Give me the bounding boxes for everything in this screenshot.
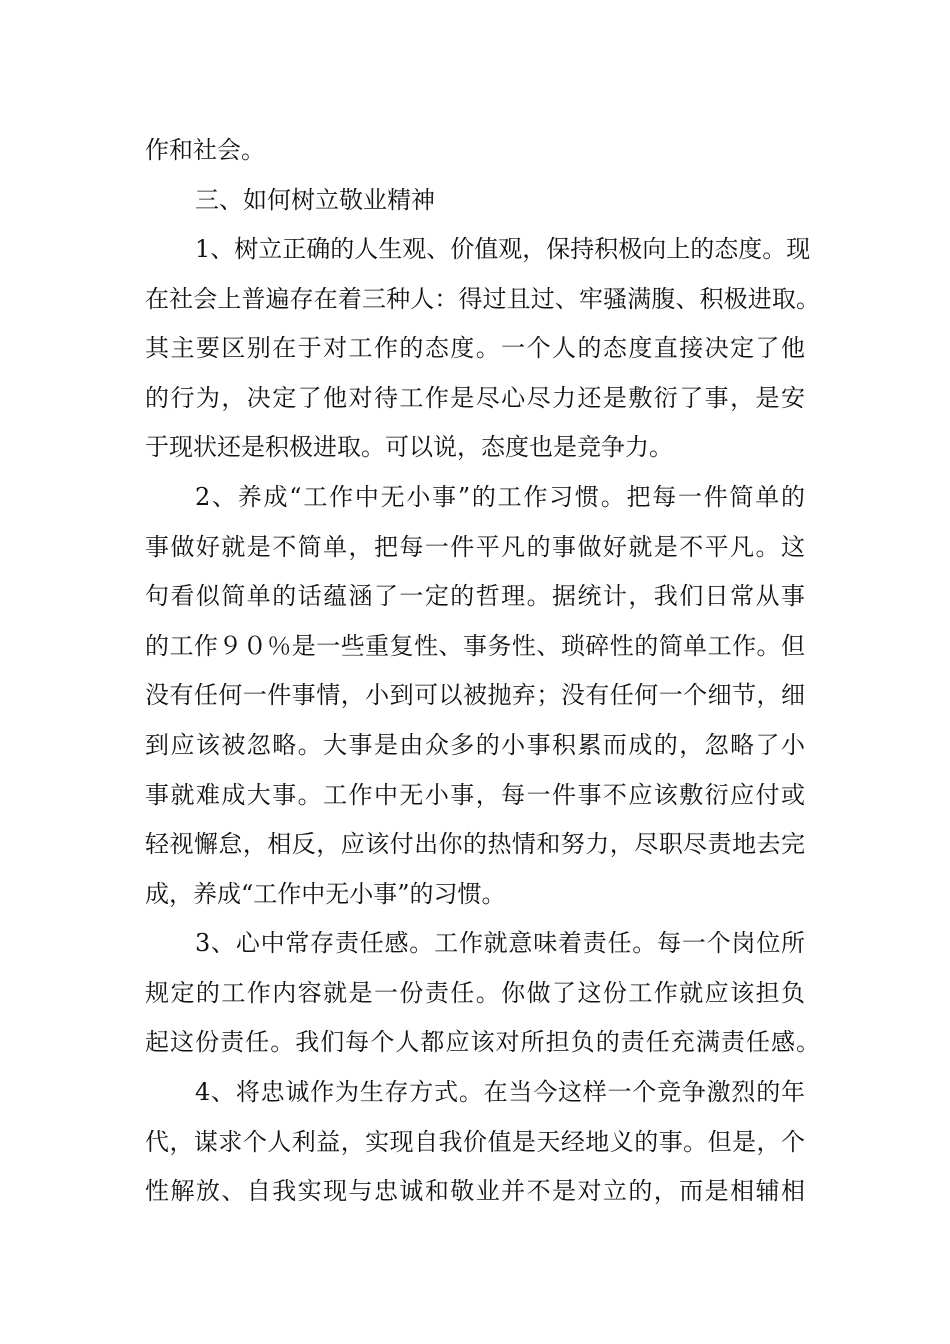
text-line: 到应该被忽略。大事是由众多的小事积累而成的，忽略了小 (145, 731, 805, 759)
text-line: 的工作９０％是一些重复性、事务性、琐碎性的简单工作。但 (145, 632, 805, 660)
text-line: 1、树立正确的人生观、价值观，保持积极向上的态度。现 (195, 235, 811, 263)
text-line: 3、心中常存责任感。工作就意味着责任。每一个岗位所 (195, 929, 805, 957)
text-line: 事就难成大事。工作中无小事，每一件事不应该敷衍应付或 (145, 781, 805, 809)
text-line: 句看似简单的话蕴涵了一定的哲理。据统计，我们日常从事 (145, 582, 805, 610)
text-line: 代，谋求个人利益，实现自我价值是天经地义的事。但是，个 (145, 1128, 805, 1156)
text-line: 于现状还是积极进取。可以说，态度也是竞争力。 (145, 433, 673, 461)
text-line: 在社会上普遍存在着三种人：得过且过、牢骚满腹、积极进取。 (145, 285, 820, 313)
text-line: 轻视懈怠，相反，应该付出你的热情和努力，尽职尽责地去完 (145, 830, 805, 858)
text-line: 的行为，决定了他对待工作是尽心尽力还是敷衍了事，是安 (145, 384, 805, 412)
text-line: 成，养成“工作中无小事”的习惯。 (145, 880, 506, 908)
text-line: 没有任何一件事情，小到可以被抛弃；没有任何一个细节，细 (145, 681, 805, 709)
text-line: 事做好就是不简单，把每一件平凡的事做好就是不平凡。这 (145, 533, 805, 561)
text-line: 性解放、自我实现与忠诚和敬业并不是对立的，而是相辅相 (145, 1177, 805, 1205)
text-line: 规定的工作内容就是一份责任。你做了这份工作就应该担负 (145, 979, 805, 1007)
text-line: 其主要区别在于对工作的态度。一个人的态度直接决定了他 (145, 334, 805, 362)
text-line: 4、将忠诚作为生存方式。在当今这样一个竞争激烈的年 (195, 1078, 805, 1106)
text-line: 2、养成“工作中无小事”的工作习惯。把每一件简单的 (195, 483, 805, 511)
section-heading: 三、如何树立敬业精神 (195, 186, 435, 214)
text-line: 起这份责任。我们每个人都应该对所担负的责任充满责任感。 (145, 1028, 820, 1056)
text-line: 作和社会。 (145, 136, 265, 164)
